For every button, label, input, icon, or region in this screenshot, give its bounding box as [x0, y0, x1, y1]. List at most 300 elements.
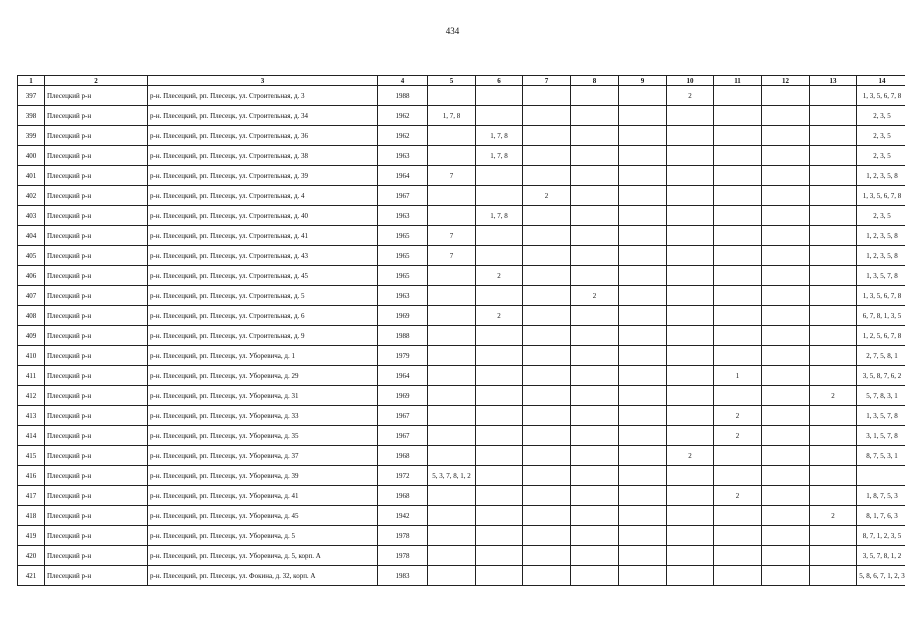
table-cell-col-1: 401 — [18, 166, 45, 186]
table-cell-col-5: 7 — [428, 246, 476, 266]
table-cell-col-3: р-н. Плесецкий, рп. Плесецк, ул. Строительная, д. 41 — [148, 226, 378, 246]
table-body — [18, 86, 905, 586]
table-cell-col-11 — [714, 466, 762, 486]
table-cell-col-14: 5, 8, 6, 7, 1, 2, 3 — [857, 566, 905, 586]
table-cell-col-4: 1967 — [378, 426, 428, 446]
table-cell-col-6: 1, 7, 8 — [476, 206, 523, 226]
table-cell-col-3: р-н. Плесецкий, рп. Плесецк, ул. Уборевича, д. 37 — [148, 446, 378, 466]
table-cell-col-7 — [523, 386, 571, 406]
table-cell-col-5 — [428, 486, 476, 506]
column-header-14: 14 — [857, 76, 905, 86]
table-cell-col-13 — [810, 146, 857, 166]
table-cell-col-12 — [762, 166, 810, 186]
column-header-7: 7 — [523, 76, 571, 86]
table-cell-col-1: 400 — [18, 146, 45, 166]
table-cell-col-13 — [810, 346, 857, 366]
table-cell-col-2: Плесецкий р-н — [45, 386, 148, 406]
table-cell-col-3: р-н. Плесецкий, рп. Плесецк, ул. Строительная, д. 3 — [148, 86, 378, 106]
column-header-5: 5 — [428, 76, 476, 86]
column-header-10: 10 — [667, 76, 714, 86]
table-cell-col-3: р-н. Плесецкий, рп. Плесецк, ул. Уборевича, д. 33 — [148, 406, 378, 426]
table-cell-col-4: 1988 — [378, 326, 428, 346]
table-cell-col-3: р-н. Плесецкий, рп. Плесецк, ул. Уборевича, д. 1 — [148, 346, 378, 366]
table-cell-col-9 — [619, 406, 667, 426]
table-cell-col-3: р-н. Плесецкий, рп. Плесецк, ул. Строительная, д. 38 — [148, 146, 378, 166]
table-cell-col-3: р-н. Плесецкий, рп. Плесецк, ул. Строительная, д. 36 — [148, 126, 378, 146]
table-cell-col-12 — [762, 426, 810, 446]
table-cell-col-8 — [571, 166, 619, 186]
table-cell-col-10 — [667, 226, 714, 246]
table-cell-col-3: р-н. Плесецкий, рп. Плесецк, ул. Уборевича, д. 31 — [148, 386, 378, 406]
table-cell-col-10: 2 — [667, 86, 714, 106]
table-cell-col-5 — [428, 426, 476, 446]
table-cell-col-3: р-н. Плесецкий, рп. Плесецк, ул. Уборевича, д. 41 — [148, 486, 378, 506]
table-cell-col-13 — [810, 86, 857, 106]
table-cell-col-14: 1, 3, 5, 6, 7, 8 — [857, 86, 905, 106]
table-cell-col-2: Плесецкий р-н — [45, 466, 148, 486]
table-cell-col-5 — [428, 506, 476, 526]
table-cell-col-6 — [476, 526, 523, 546]
table-cell-col-10 — [667, 166, 714, 186]
table-cell-col-5 — [428, 566, 476, 586]
table-cell-col-9 — [619, 126, 667, 146]
table-cell-col-12 — [762, 246, 810, 266]
table-cell-col-8 — [571, 146, 619, 166]
table-cell-col-5: 5, 3, 7, 8, 1, 2 — [428, 466, 476, 486]
table-cell-col-1: 417 — [18, 486, 45, 506]
table-row — [18, 126, 905, 146]
table-row — [18, 206, 905, 226]
table-cell-col-1: 408 — [18, 306, 45, 326]
table-cell-col-14: 1, 3, 5, 6, 7, 8 — [857, 186, 905, 206]
table-cell-col-2: Плесецкий р-н — [45, 126, 148, 146]
table-cell-col-7 — [523, 106, 571, 126]
table-cell-col-4: 1972 — [378, 466, 428, 486]
table-cell-col-11 — [714, 566, 762, 586]
table-cell-col-13 — [810, 306, 857, 326]
table-cell-col-11: 1 — [714, 366, 762, 386]
table-cell-col-14: 1, 2, 5, 6, 7, 8 — [857, 326, 905, 346]
table-cell-col-5 — [428, 406, 476, 426]
table-cell-col-1: 397 — [18, 86, 45, 106]
table-cell-col-3: р-н. Плесецкий, рп. Плесецк, ул. Уборевича, д. 35 — [148, 426, 378, 446]
table-cell-col-14: 8, 7, 5, 3, 1 — [857, 446, 905, 466]
table-cell-col-2: Плесецкий р-н — [45, 266, 148, 286]
table-cell-col-9 — [619, 306, 667, 326]
table-cell-col-10 — [667, 566, 714, 586]
table-cell-col-11: 2 — [714, 406, 762, 426]
table-cell-col-12 — [762, 506, 810, 526]
table-cell-col-7 — [523, 246, 571, 266]
table-cell-col-6 — [476, 166, 523, 186]
table-cell-col-6 — [476, 566, 523, 586]
table-cell-col-4: 1942 — [378, 506, 428, 526]
table-cell-col-10 — [667, 246, 714, 266]
table-cell-col-4: 1965 — [378, 266, 428, 286]
table-cell-col-2: Плесецкий р-н — [45, 286, 148, 306]
table-cell-col-7 — [523, 446, 571, 466]
table-cell-col-13 — [810, 486, 857, 506]
table-cell-col-6 — [476, 246, 523, 266]
table-cell-col-12 — [762, 366, 810, 386]
table-cell-col-9 — [619, 346, 667, 366]
table-cell-col-4: 1969 — [378, 306, 428, 326]
table-cell-col-12 — [762, 526, 810, 546]
table-cell-col-12 — [762, 326, 810, 346]
table-cell-col-7 — [523, 226, 571, 246]
table-cell-col-12 — [762, 486, 810, 506]
table-cell-col-11 — [714, 146, 762, 166]
table-cell-col-14: 3, 1, 5, 7, 8 — [857, 426, 905, 446]
table-cell-col-3: р-н. Плесецкий, рп. Плесецк, ул. Строительная, д. 5 — [148, 286, 378, 306]
table-cell-col-7 — [523, 526, 571, 546]
table-cell-col-13 — [810, 226, 857, 246]
table-cell-col-2: Плесецкий р-н — [45, 366, 148, 386]
table-cell-col-7 — [523, 126, 571, 146]
table-cell-col-6 — [476, 326, 523, 346]
table-cell-col-8 — [571, 266, 619, 286]
table-cell-col-7 — [523, 506, 571, 526]
table-cell-col-5 — [428, 306, 476, 326]
table-cell-col-4: 1964 — [378, 166, 428, 186]
table-row — [18, 306, 905, 326]
table-cell-col-1: 418 — [18, 506, 45, 526]
table-cell-col-5 — [428, 266, 476, 286]
table-cell-col-2: Плесецкий р-н — [45, 226, 148, 246]
table-cell-col-9 — [619, 326, 667, 346]
table-cell-col-3: р-н. Плесецкий, рп. Плесецк, ул. Строительная, д. 39 — [148, 166, 378, 186]
table-cell-col-13: 2 — [810, 386, 857, 406]
table-cell-col-14: 6, 7, 8, 1, 3, 5 — [857, 306, 905, 326]
table-cell-col-10 — [667, 386, 714, 406]
table-cell-col-3: р-н. Плесецкий, рп. Плесецк, ул. Уборевича, д. 5, корп. А — [148, 546, 378, 566]
table-cell-col-1: 402 — [18, 186, 45, 206]
table-cell-col-1: 415 — [18, 446, 45, 466]
table-cell-col-8 — [571, 366, 619, 386]
column-header-12: 12 — [762, 76, 810, 86]
table-cell-col-11 — [714, 226, 762, 246]
table-cell-col-14: 2, 3, 5 — [857, 106, 905, 126]
table-cell-col-13 — [810, 166, 857, 186]
table-cell-col-14: 2, 7, 5, 8, 1 — [857, 346, 905, 366]
table-cell-col-9 — [619, 86, 667, 106]
table-row — [18, 386, 905, 406]
table-cell-col-9 — [619, 446, 667, 466]
table-cell-col-14: 2, 3, 5 — [857, 206, 905, 226]
table-cell-col-6 — [476, 346, 523, 366]
table-cell-col-12 — [762, 286, 810, 306]
table-cell-col-13 — [810, 106, 857, 126]
table-cell-col-12 — [762, 266, 810, 286]
table-cell-col-10 — [667, 526, 714, 546]
table-cell-col-1: 412 — [18, 386, 45, 406]
column-header-4: 4 — [378, 76, 428, 86]
table-row — [18, 266, 905, 286]
table-row — [18, 546, 905, 566]
table-cell-col-13 — [810, 126, 857, 146]
table-cell-col-14: 1, 2, 3, 5, 8 — [857, 226, 905, 246]
table-row — [18, 366, 905, 386]
table-cell-col-9 — [619, 546, 667, 566]
header-row — [18, 76, 905, 86]
table-cell-col-1: 409 — [18, 326, 45, 346]
table-cell-col-1: 405 — [18, 246, 45, 266]
table-cell-col-13 — [810, 246, 857, 266]
table-row — [18, 226, 905, 246]
table-cell-col-8 — [571, 406, 619, 426]
table-cell-col-7 — [523, 326, 571, 346]
table-cell-col-6: 1, 7, 8 — [476, 146, 523, 166]
table-row — [18, 146, 905, 166]
table-cell-col-1: 407 — [18, 286, 45, 306]
table-cell-col-10 — [667, 546, 714, 566]
table-cell-col-2: Плесецкий р-н — [45, 446, 148, 466]
column-header-8: 8 — [571, 76, 619, 86]
table-cell-col-8 — [571, 346, 619, 366]
table-cell-col-9 — [619, 186, 667, 206]
table-cell-col-4: 1963 — [378, 286, 428, 306]
table-cell-col-6 — [476, 366, 523, 386]
table-cell-col-5 — [428, 146, 476, 166]
table-cell-col-14: 1, 2, 3, 5, 8 — [857, 246, 905, 266]
table-cell-col-8 — [571, 186, 619, 206]
table-cell-col-12 — [762, 406, 810, 426]
table-cell-col-4: 1963 — [378, 146, 428, 166]
table-cell-col-2: Плесецкий р-н — [45, 546, 148, 566]
table-cell-col-11 — [714, 526, 762, 546]
table-cell-col-6 — [476, 186, 523, 206]
table-cell-col-4: 1964 — [378, 366, 428, 386]
column-header-13: 13 — [810, 76, 857, 86]
table-cell-col-2: Плесецкий р-н — [45, 86, 148, 106]
table-row — [18, 566, 905, 586]
table-cell-col-12 — [762, 306, 810, 326]
table-cell-col-14: 1, 3, 5, 7, 8 — [857, 266, 905, 286]
table-cell-col-9 — [619, 506, 667, 526]
table-cell-col-5: 7 — [428, 226, 476, 246]
table-cell-col-12 — [762, 86, 810, 106]
table-cell-col-5 — [428, 206, 476, 226]
table-cell-col-11 — [714, 126, 762, 146]
column-header-2: 2 — [45, 76, 148, 86]
table-cell-col-13 — [810, 466, 857, 486]
table-cell-col-2: Плесецкий р-н — [45, 246, 148, 266]
table-cell-col-2: Плесецкий р-н — [45, 526, 148, 546]
table-cell-col-12 — [762, 446, 810, 466]
table-cell-col-1: 420 — [18, 546, 45, 566]
table-cell-col-6 — [476, 86, 523, 106]
table-cell-col-6 — [476, 386, 523, 406]
table-cell-col-10 — [667, 286, 714, 306]
table-cell-col-6 — [476, 446, 523, 466]
table-cell-col-4: 1965 — [378, 226, 428, 246]
table-cell-col-12 — [762, 546, 810, 566]
table-cell-col-6 — [476, 486, 523, 506]
table-cell-col-12 — [762, 106, 810, 126]
table-cell-col-12 — [762, 186, 810, 206]
table-cell-col-9 — [619, 106, 667, 126]
table-cell-col-9 — [619, 206, 667, 226]
table-cell-col-10 — [667, 326, 714, 346]
table-cell-col-2: Плесецкий р-н — [45, 566, 148, 586]
table-cell-col-13 — [810, 206, 857, 226]
table-cell-col-8 — [571, 486, 619, 506]
table-cell-col-14: 1, 3, 5, 7, 8 — [857, 406, 905, 426]
table-cell-col-1: 411 — [18, 366, 45, 386]
table-cell-col-12 — [762, 146, 810, 166]
table-row — [18, 326, 905, 346]
table-cell-col-13 — [810, 526, 857, 546]
table-cell-col-8 — [571, 566, 619, 586]
table-cell-col-7 — [523, 146, 571, 166]
table-cell-col-3: р-н. Плесецкий, рп. Плесецк, ул. Уборевича, д. 39 — [148, 466, 378, 486]
table-cell-col-7 — [523, 266, 571, 286]
table-cell-col-6: 2 — [476, 266, 523, 286]
table-cell-col-14: 8, 7, 1, 2, 3, 5 — [857, 526, 905, 546]
table-cell-col-7 — [523, 206, 571, 226]
table-cell-col-12 — [762, 226, 810, 246]
table-cell-col-8 — [571, 506, 619, 526]
table-row — [18, 106, 905, 126]
table-cell-col-2: Плесецкий р-н — [45, 506, 148, 526]
table-cell-col-5 — [428, 326, 476, 346]
table-cell-col-4: 1963 — [378, 206, 428, 226]
table-cell-col-10 — [667, 306, 714, 326]
table-cell-col-2: Плесецкий р-н — [45, 306, 148, 326]
table-cell-col-4: 1967 — [378, 406, 428, 426]
table-cell-col-9 — [619, 266, 667, 286]
table-cell-col-14: 5, 7, 8, 3, 1 — [857, 386, 905, 406]
table-cell-col-14: 3, 5, 8, 7, 6, 2 — [857, 366, 905, 386]
table-cell-col-8 — [571, 86, 619, 106]
table-cell-col-13: 2 — [810, 506, 857, 526]
table-cell-col-11: 2 — [714, 426, 762, 446]
table-cell-col-2: Плесецкий р-н — [45, 166, 148, 186]
table-cell-col-8 — [571, 446, 619, 466]
table-row — [18, 466, 905, 486]
table-cell-col-5 — [428, 366, 476, 386]
table-cell-col-4: 1969 — [378, 386, 428, 406]
table-row — [18, 446, 905, 466]
table-cell-col-8 — [571, 206, 619, 226]
table-cell-col-7 — [523, 86, 571, 106]
table-cell-col-5 — [428, 546, 476, 566]
table-cell-col-8 — [571, 546, 619, 566]
table-cell-col-10 — [667, 106, 714, 126]
table-cell-col-9 — [619, 386, 667, 406]
column-header-3: 3 — [148, 76, 378, 86]
table-cell-col-1: 419 — [18, 526, 45, 546]
table-cell-col-6: 1, 7, 8 — [476, 126, 523, 146]
table-cell-col-3: р-н. Плесецкий, рп. Плесецк, ул. Строительная, д. 43 — [148, 246, 378, 266]
table-cell-col-7 — [523, 306, 571, 326]
table-cell-col-1: 404 — [18, 226, 45, 246]
table-cell-col-1: 421 — [18, 566, 45, 586]
table-cell-col-4: 1978 — [378, 546, 428, 566]
table-cell-col-1: 413 — [18, 406, 45, 426]
table-cell-col-9 — [619, 466, 667, 486]
table-cell-col-2: Плесецкий р-н — [45, 426, 148, 446]
table-cell-col-4: 1979 — [378, 346, 428, 366]
table-cell-col-8 — [571, 326, 619, 346]
table-cell-col-6 — [476, 226, 523, 246]
table-cell-col-9 — [619, 526, 667, 546]
table-cell-col-9 — [619, 426, 667, 446]
table-row — [18, 346, 905, 366]
table-cell-col-3: р-н. Плесецкий, рп. Плесецк, ул. Уборевича, д. 29 — [148, 366, 378, 386]
table-cell-col-5 — [428, 126, 476, 146]
table-cell-col-9 — [619, 166, 667, 186]
table-cell-col-2: Плесецкий р-н — [45, 206, 148, 226]
table-cell-col-8 — [571, 526, 619, 546]
table-cell-col-5 — [428, 86, 476, 106]
table-cell-col-11 — [714, 306, 762, 326]
table-cell-col-8 — [571, 126, 619, 146]
table-cell-col-5: 1, 7, 8 — [428, 106, 476, 126]
table-cell-col-14: 3, 5, 7, 8, 1, 2 — [857, 546, 905, 566]
table-cell-col-10 — [667, 406, 714, 426]
table-cell-col-12 — [762, 346, 810, 366]
table-cell-col-14 — [857, 466, 905, 486]
table-cell-col-12 — [762, 466, 810, 486]
table-cell-col-9 — [619, 486, 667, 506]
table-cell-col-13 — [810, 266, 857, 286]
table-cell-col-3: р-н. Плесецкий, рп. Плесецк, ул. Уборевича, д. 5 — [148, 526, 378, 546]
table-cell-col-11 — [714, 86, 762, 106]
table-cell-col-11 — [714, 346, 762, 366]
table-row — [18, 286, 905, 306]
table-cell-col-10 — [667, 366, 714, 386]
table-cell-col-11 — [714, 286, 762, 306]
column-header-9: 9 — [619, 76, 667, 86]
table-cell-col-1: 399 — [18, 126, 45, 146]
table-cell-col-6 — [476, 506, 523, 526]
table-cell-col-3: р-н. Плесецкий, рп. Плесецк, ул. Строительная, д. 9 — [148, 326, 378, 346]
table-cell-col-12 — [762, 566, 810, 586]
table-cell-col-1: 414 — [18, 426, 45, 446]
table-cell-col-11 — [714, 446, 762, 466]
table-cell-col-8 — [571, 466, 619, 486]
table-cell-col-1: 410 — [18, 346, 45, 366]
table-cell-col-9 — [619, 226, 667, 246]
table-cell-col-13 — [810, 326, 857, 346]
table-cell-col-4: 1983 — [378, 566, 428, 586]
table-cell-col-8 — [571, 386, 619, 406]
table-cell-col-2: Плесецкий р-н — [45, 406, 148, 426]
table-cell-col-5 — [428, 386, 476, 406]
table-cell-col-10 — [667, 186, 714, 206]
table-cell-col-14: 1, 2, 3, 5, 8 — [857, 166, 905, 186]
table-cell-col-5 — [428, 286, 476, 306]
table-cell-col-7 — [523, 346, 571, 366]
table-cell-col-2: Плесецкий р-н — [45, 486, 148, 506]
table-cell-col-7 — [523, 486, 571, 506]
table-row — [18, 186, 905, 206]
table-cell-col-3: р-н. Плесецкий, рп. Плесецк, ул. Строительная, д. 40 — [148, 206, 378, 226]
register-table — [17, 75, 905, 586]
table-cell-col-1: 406 — [18, 266, 45, 286]
table-cell-col-3: р-н. Плесецкий, рп. Плесецк, ул. Строительная, д. 34 — [148, 106, 378, 126]
table-cell-col-8 — [571, 106, 619, 126]
table-cell-col-11 — [714, 186, 762, 206]
table-cell-col-10 — [667, 266, 714, 286]
table-cell-col-9 — [619, 246, 667, 266]
table-cell-col-4: 1962 — [378, 106, 428, 126]
table-cell-col-10: 2 — [667, 446, 714, 466]
table-cell-col-3: р-н. Плесецкий, рп. Плесецк, ул. Уборевича, д. 45 — [148, 506, 378, 526]
table-cell-col-1: 398 — [18, 106, 45, 126]
table-cell-col-2: Плесецкий р-н — [45, 346, 148, 366]
